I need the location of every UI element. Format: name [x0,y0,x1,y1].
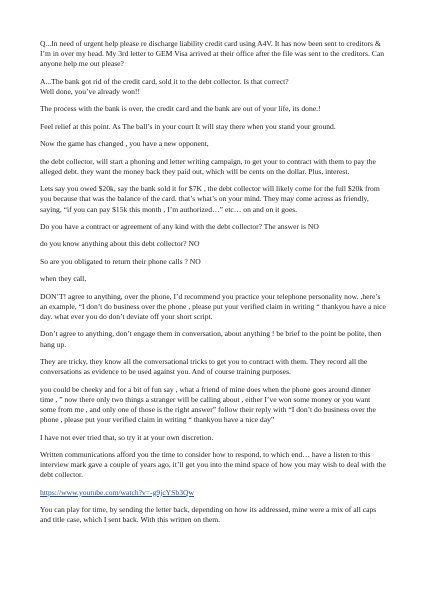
paragraph-link [40,488,386,498]
paragraph-know-collector: do you know anything about this debt collector? NO [40,239,200,249]
paragraph-cheeky: you could be cheeky and for a bit of fun say , what a friend of mine does when the phone goes around dinner time , ” now there only two things a stranger will be calling about , either I’ve won some money or you want some from me , and only one of those is the right answer” follow their reply with “I don’t do business over the phone , please put your verified claim in writing “ thankyou have a nice day” [40,384,376,425]
paragraph-example-owed: Lets say you owed $20k, say the bank sold it for $7K , the debt collector will likely come for the full $20k from you because that was the balance of the card. that’s what’s on your mind. They may come across as friendly, saying, “if you can pay $15k this month , I’m authorized…” etc… on and on it goes. [40,184,380,214]
paragraph-written-communications: Written communications afford you the time to consider how to respond, to which end… have a listen to this interview mark gave a couple of years ago, it’ll get you into the mind space of how you may wish to deal with the debt collector. [40,449,386,480]
paragraph-process-over: The process with the bank is over, the credit card and the bank are out of your life, its done.! [40,104,321,114]
paragraph-debt-collector-campaign: the debt collector, will start a phoning and letter writing campaign, to get your to contract with them to pay the alleged debt. they want the money back they paid out, which will be cents on the dollar. Plus, interest. [40,156,376,176]
paragraph-answer-intro: A...The bank got rid of the credit card, sold it to the debt collector. Is that correct? Well done, you’ve already won!! [40,76,289,96]
paragraph-question: Q...In need of urgent help please re discharge liability credit card using A4V. It has now been sent to creditors & I’m in over my head. My 3rd letter to GEM Visa arrived at their office after the file was sent to the creditors. Can anyone help me out please? [40,39,385,69]
paragraph-dont-engage: Don’t agree to anything, don’t engage them in conversation, about anything ! be brief to the point be polite, then hang up. [40,329,382,349]
paragraph-contract-question: Do you have a contract or agreement of any kind with the debt collector? The answer is NO [40,221,319,231]
paragraph-discretion: I have not ever tried that, so try it at your own discretion. [40,432,214,442]
paragraph-feel-relief: Feel relief at this point. As The ball’s in your court It will stay there when you stand your ground. [40,121,336,131]
youtube-link[interactable]: https://www.youtube.com/watch?v=-g9jcYSb3Qw [40,487,194,497]
paragraph-play-for-time: You can play for time, by sending the letter back, depending on how its addressed, mine were a mix of all caps and title case, which I sent back. With this written on them. [40,505,377,525]
paragraph-game-changed: Now the game has changed , you have a new opponent, [40,139,209,149]
paragraph-obligated-calls: So are you obligated to return their phone calls ? NO [40,256,201,266]
paragraph-when-they-call: when they call, [40,274,87,284]
paragraph-dont-agree: DON’T! agree to anything, over the phone, I’d recommend you practice your telephone personality now. ,here’s an example, “I don’t do business over the phone , please put your verified claim in writing “ thankyou have a nice day. what ever you do don’t deviate off your short script. [40,291,386,321]
paragraph-tricky: They are tricky, they know all the conversational tricks to get you to contract with them. They record all the conversations as evidence to be used against you. And of course training purposes. [40,356,368,377]
